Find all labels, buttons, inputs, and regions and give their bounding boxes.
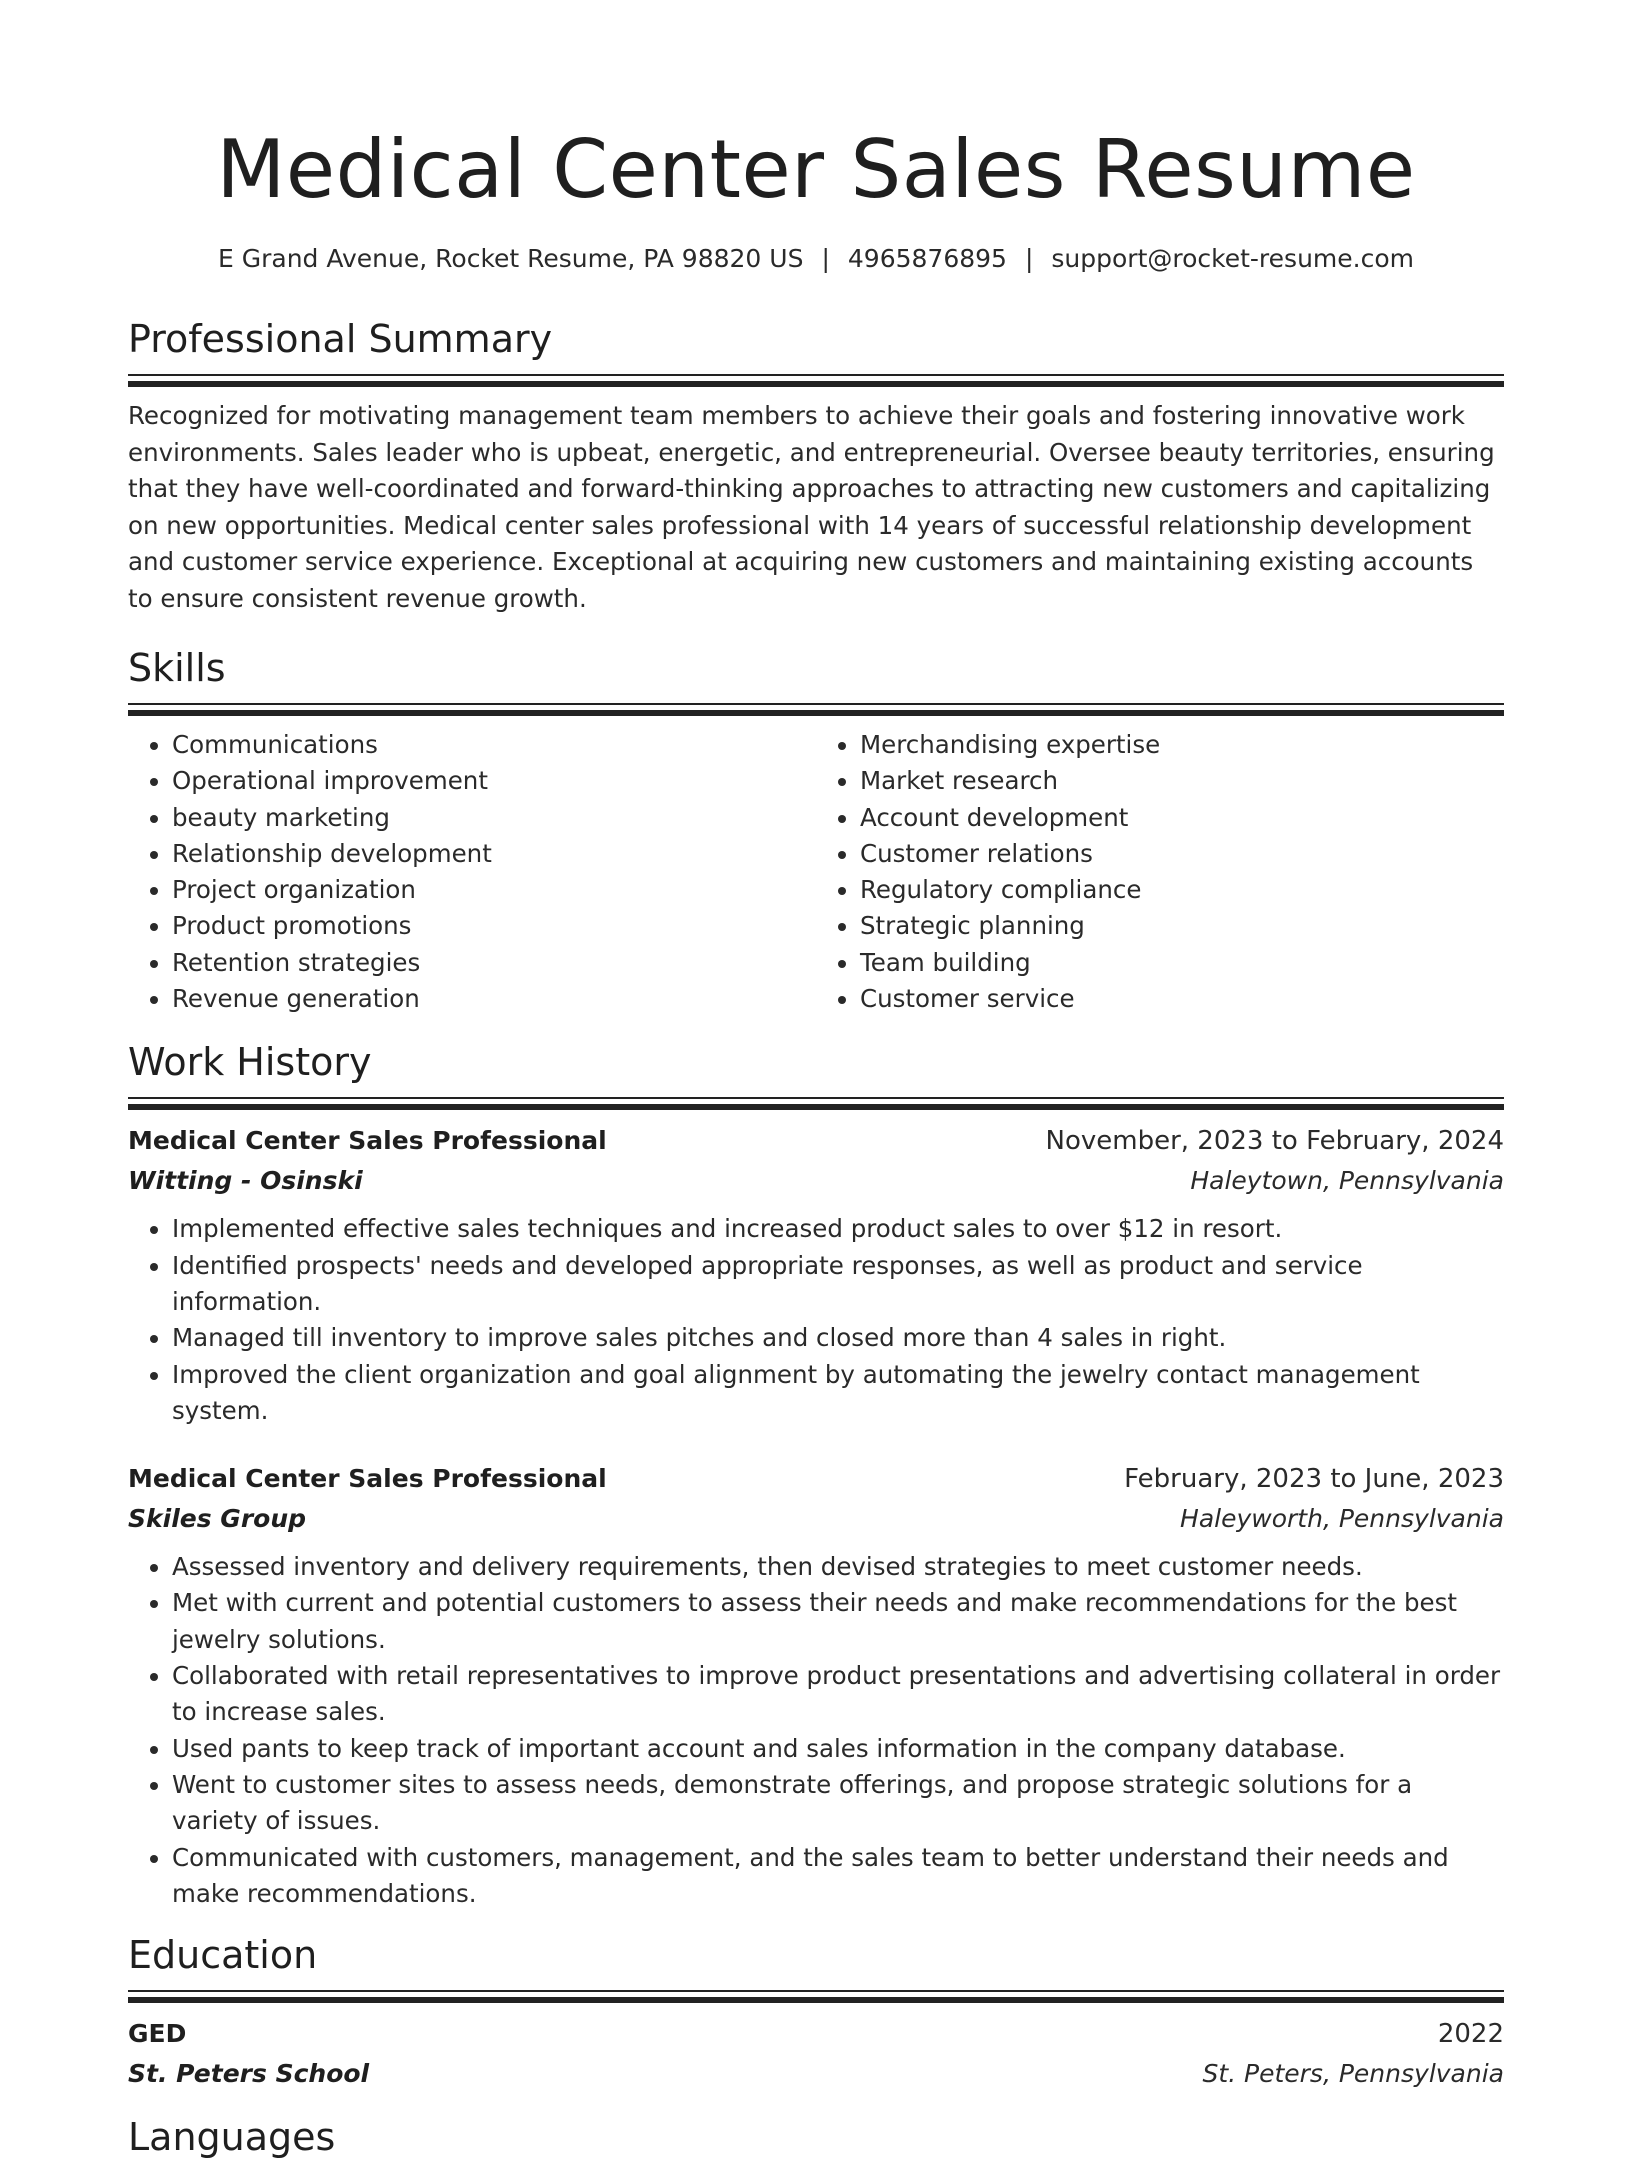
education-header: [128, 2014, 1504, 2054]
section-title-education: Education: [128, 1933, 318, 1978]
job-bullet: • Implemented effective sales techniques and increased product sales to over $12 in resort.: [172, 1211, 1504, 1247]
job-bullets: [128, 1211, 1504, 1429]
skills-list-right: [816, 727, 1504, 1017]
skill-item: • Project organization: [172, 872, 816, 908]
contact-separator: |: [1024, 244, 1034, 273]
job-location: Haleytown, Pennsylvania: [1190, 1166, 1504, 1196]
contact-address: E Grand Avenue, Rocket Resume, PA 98820 US: [218, 244, 804, 273]
skills-list-left: [128, 727, 816, 1017]
job-title: Medical Center Sales Professional: [128, 1126, 607, 1156]
skill-item: • Retention strategies: [172, 945, 816, 981]
skill-item: • Relationship development: [172, 836, 816, 872]
job-company: Witting - Osinski: [128, 1166, 363, 1196]
section-title-work-history: Work History: [128, 1040, 372, 1085]
education-subheader: [128, 2054, 1504, 2094]
job-header: [128, 1121, 1504, 1161]
skill-item: • beauty marketing: [172, 800, 816, 836]
contact-line: [0, 244, 1632, 274]
job-header: [128, 1459, 1504, 1499]
contact-separator: |: [821, 244, 830, 273]
skill-item: • Customer service: [860, 981, 1504, 1017]
contact-email: support@rocket-resume.com: [1051, 244, 1414, 273]
skills-columns: [128, 727, 1504, 1017]
job-title: Medical Center Sales Professional: [128, 1464, 607, 1494]
section-divider: [128, 374, 1504, 388]
section-divider: [128, 1097, 1504, 1111]
skill-item: • Market research: [860, 763, 1504, 799]
job-bullet: • Identified prospects' needs and developed appropriate responses, as well as product and service information.: [172, 1248, 1504, 1321]
job-bullet: • Collaborated with retail representatives to improve product presentations and advertising collateral in order to increase sales.: [172, 1658, 1504, 1731]
section-divider: [128, 1990, 1504, 2004]
job-company: Skiles Group: [128, 1504, 307, 1534]
skill-item: • Team building: [860, 945, 1504, 981]
section-title-languages: Languages: [128, 2115, 336, 2160]
skill-item: • Product promotions: [172, 908, 816, 944]
education-degree: GED: [128, 2019, 187, 2049]
section-divider: [128, 703, 1504, 717]
skill-item: • Merchandising expertise: [860, 727, 1504, 763]
skill-item: • Communications: [172, 727, 816, 763]
section-title-skills: Skills: [128, 646, 226, 690]
education-section: [128, 1932, 1504, 2094]
job-dates: November, 2023 to February, 2024: [1045, 1126, 1504, 1157]
contact-phone: 4965876895: [847, 244, 1007, 273]
skill-item: • Account development: [860, 800, 1504, 836]
languages-section: [128, 2114, 1504, 2172]
summary-text: Recognized for motivating management team members to achieve their goals and fostering innovative work environments. Sales leader who is upbeat, energetic, and entrepreneurial. Oversee beauty territories, ensuring that they have well-coordinated and forward-thinking approaches to attracting new customers and capitalizing on new opportunities. Medical center sales professional with 14 years of successful relationship development and customer service experience. Exceptional at acquiring new customers and maintaining existing accounts to ensure consistent revenue growth.: [128, 401, 1495, 613]
job-bullet: • Went to customer sites to assess needs, demonstrate offerings, and propose strategic solutions for a variety of issues.: [172, 1767, 1504, 1840]
skill-item: • Strategic planning: [860, 908, 1504, 944]
skills-section: [128, 645, 1504, 1017]
section-title-summary: Professional Summary: [128, 317, 553, 361]
skill-item: • Revenue generation: [172, 981, 816, 1017]
job-bullet: • Used pants to keep track of important account and sales information in the company database.: [172, 1731, 1504, 1767]
education-year: 2022: [1437, 2019, 1504, 2050]
education-school: St. Peters School: [128, 2059, 370, 2089]
job-subheader: [128, 1161, 1504, 1201]
job-entry: [128, 1121, 1504, 1429]
job-bullet: • Improved the client organization and goal alignment by automating the jewelry contact management system.: [172, 1357, 1504, 1430]
skill-item: • Customer relations: [860, 836, 1504, 872]
skill-item: • Regulatory compliance: [860, 872, 1504, 908]
job-dates: February, 2023 to June, 2023: [1124, 1464, 1504, 1495]
job-bullet: • Communicated with customers, management, and the sales team to better understand their needs and make recommendations.: [172, 1840, 1504, 1913]
job-subheader: [128, 1499, 1504, 1539]
resume-header: [0, 0, 1632, 274]
resume-content: [128, 316, 1504, 2172]
job-entry: [128, 1459, 1504, 1912]
job-bullet: • Met with current and potential customers to assess their needs and make recommendations for the best jewelry solutions.: [172, 1585, 1504, 1658]
summary-section: [128, 316, 1504, 617]
skill-item: • Operational improvement: [172, 763, 816, 799]
job-bullet: • Assessed inventory and delivery requirements, then devised strategies to meet customer needs.: [172, 1549, 1504, 1585]
work-history-section: [128, 1039, 1504, 1912]
job-location: Haleyworth, Pennsylvania: [1180, 1504, 1504, 1534]
job-bullets: [128, 1549, 1504, 1912]
job-bullet: • Managed till inventory to improve sales pitches and closed more than 4 sales in right.: [172, 1320, 1504, 1356]
resume-name: Medical Center Sales Resume: [216, 123, 1416, 216]
education-location: St. Peters, Pennsylvania: [1202, 2059, 1504, 2089]
